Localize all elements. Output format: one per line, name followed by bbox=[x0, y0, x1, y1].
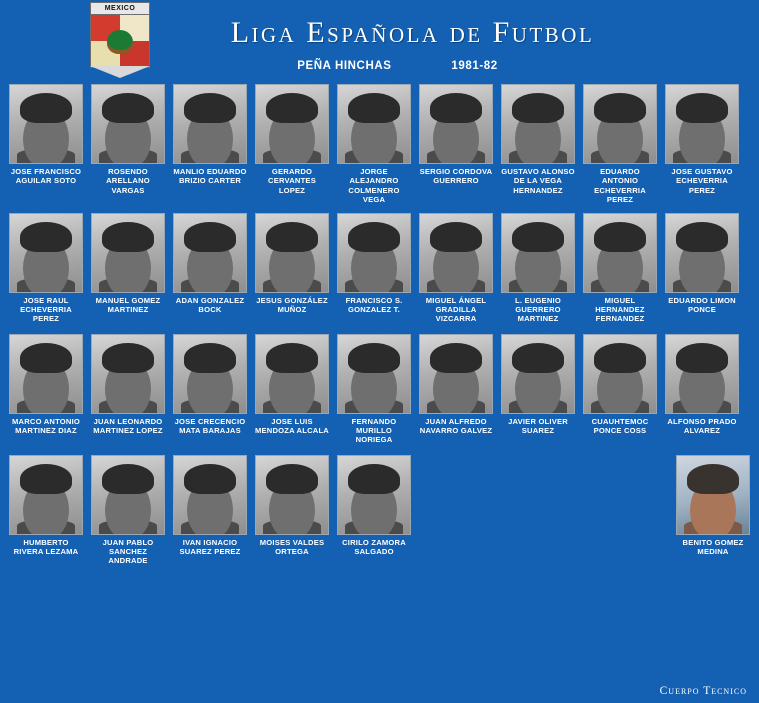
player-row bbox=[0, 455, 759, 568]
player-photo bbox=[337, 455, 411, 535]
player-name: CUAUHTEMOC PONCE COSS bbox=[591, 416, 649, 436]
player-photo bbox=[91, 334, 165, 414]
player-photo bbox=[91, 455, 165, 535]
staff-photo bbox=[676, 455, 750, 535]
staff-card bbox=[676, 455, 750, 568]
player-photo bbox=[665, 84, 739, 164]
player-photo bbox=[419, 213, 493, 293]
player-card bbox=[9, 84, 83, 205]
player-name: MOISES VALDES ORTEGA bbox=[259, 537, 325, 557]
player-photo bbox=[173, 455, 247, 535]
player-row bbox=[0, 334, 759, 447]
player-name: JESUS GONZÁLEZ MUÑOZ bbox=[256, 295, 328, 315]
staff-name: BENITO GOMEZ MEDINA bbox=[682, 537, 744, 557]
player-name: EDUARDO ANTONIO ECHEVERRIA PEREZ bbox=[594, 167, 646, 205]
player-name: MIGUEL HERNANDEZ FERNANDEZ bbox=[595, 295, 645, 324]
player-photo bbox=[501, 84, 575, 164]
player-name: JOSE FRANCISCO AGUILAR SOTO bbox=[10, 167, 82, 186]
player-card bbox=[665, 84, 739, 205]
player-photo bbox=[583, 213, 657, 293]
player-name: MANLIO EDUARDO BRIZIO CARTER bbox=[173, 167, 247, 186]
player-name: MANUEL GOMEZ MARTINEZ bbox=[95, 295, 161, 315]
poster-header bbox=[0, 0, 759, 86]
player-card bbox=[255, 334, 329, 447]
player-card bbox=[255, 84, 329, 205]
player-name: HUMBERTO RIVERA LEZAMA bbox=[13, 537, 79, 557]
player-photo bbox=[9, 455, 83, 535]
player-card bbox=[9, 455, 83, 568]
player-name: MIGUEL ÁNGEL GRADILLA VIZCARRA bbox=[425, 295, 487, 324]
player-name: JOSE GUSTAVO ECHEVERRIA PEREZ bbox=[671, 167, 733, 195]
player-card bbox=[419, 213, 493, 326]
player-card bbox=[9, 213, 83, 326]
player-name: ADAN GONZALEZ BOCK bbox=[175, 295, 245, 315]
player-card bbox=[173, 84, 247, 205]
player-photo bbox=[419, 84, 493, 164]
player-name: JOSE CRECENCIO MATA BARAJAS bbox=[174, 416, 246, 436]
player-name: JOSE RAUL ECHEVERRIA PEREZ bbox=[20, 295, 72, 324]
player-name: JUAN PABLO SANCHEZ ANDRADE bbox=[102, 537, 154, 566]
player-photo bbox=[337, 213, 411, 293]
player-photo bbox=[255, 455, 329, 535]
player-name: ALFONSO PRADO ALVAREZ bbox=[667, 416, 737, 436]
player-card bbox=[665, 334, 739, 447]
player-card bbox=[173, 213, 247, 326]
player-name: GERARDO CERVANTES LOPEZ bbox=[268, 167, 316, 195]
season-label: 1981-82 bbox=[451, 60, 498, 72]
player-card bbox=[583, 84, 657, 205]
player-name: JORGE ALEJANDRO COLMENERO VEGA bbox=[348, 167, 400, 205]
player-card bbox=[501, 213, 575, 326]
player-photo bbox=[9, 334, 83, 414]
team-name: PEÑA HINCHAS bbox=[297, 60, 392, 72]
player-photo bbox=[9, 213, 83, 293]
player-card bbox=[255, 455, 329, 568]
player-photo bbox=[255, 84, 329, 164]
player-card bbox=[91, 334, 165, 447]
player-photo bbox=[501, 334, 575, 414]
player-card bbox=[337, 84, 411, 205]
player-photo bbox=[173, 84, 247, 164]
player-name: JAVIER OLIVER SUAREZ bbox=[508, 416, 568, 436]
player-name: CIRILO ZAMORA SALGADO bbox=[342, 537, 406, 557]
player-name: FRANCISCO S. GONZALEZ T. bbox=[345, 295, 403, 315]
player-photo bbox=[419, 334, 493, 414]
player-card bbox=[419, 334, 493, 447]
player-photo bbox=[337, 84, 411, 164]
player-card bbox=[419, 84, 493, 205]
player-photo bbox=[173, 334, 247, 414]
player-photo bbox=[665, 213, 739, 293]
player-photo bbox=[583, 84, 657, 164]
player-name: JUAN LEONARDO MARTINEZ LOPEZ bbox=[93, 416, 163, 436]
player-card bbox=[173, 334, 247, 447]
player-photo bbox=[9, 84, 83, 164]
player-card bbox=[91, 84, 165, 205]
player-name: JUAN ALFREDO NAVARRO GALVEZ bbox=[419, 416, 493, 436]
player-row bbox=[0, 84, 759, 205]
player-photo bbox=[255, 213, 329, 293]
player-card bbox=[9, 334, 83, 447]
player-name: FERNANDO MURILLO NORIEGA bbox=[351, 416, 397, 445]
player-photo bbox=[91, 84, 165, 164]
player-card bbox=[583, 213, 657, 326]
player-card bbox=[91, 455, 165, 568]
player-card bbox=[337, 213, 411, 326]
player-photo bbox=[255, 334, 329, 414]
player-photo bbox=[665, 334, 739, 414]
player-row bbox=[0, 213, 759, 326]
player-card bbox=[337, 455, 411, 568]
player-name: L. EUGENIO GUERRERO MARTINEZ bbox=[515, 295, 561, 324]
player-name: ROSENDO ARELLANO VARGAS bbox=[106, 167, 150, 195]
player-name: IVAN IGNACIO SUAREZ PEREZ bbox=[179, 537, 241, 557]
player-card bbox=[91, 213, 165, 326]
subtitle bbox=[0, 60, 759, 72]
player-photo bbox=[583, 334, 657, 414]
player-photo bbox=[173, 213, 247, 293]
player-name: JOSE LUIS MENDOZA ALCALA bbox=[255, 416, 329, 436]
player-card bbox=[501, 84, 575, 205]
player-card bbox=[337, 334, 411, 447]
player-name: GUSTAVO ALONSO DE LA VEGA HERNANDEZ bbox=[501, 167, 575, 195]
player-name: EDUARDO LIMON PONCE bbox=[668, 295, 736, 315]
player-name: SERGIO CORDOVA GUERRERO bbox=[419, 167, 493, 186]
player-card bbox=[665, 213, 739, 326]
player-card bbox=[173, 455, 247, 568]
player-card bbox=[501, 334, 575, 447]
staff-section-label: Cuerpo Tecnico bbox=[659, 685, 747, 697]
crest-band-label: MEXICO bbox=[90, 2, 150, 15]
player-card bbox=[583, 334, 657, 447]
page-title: Liga Española de Futbol bbox=[230, 16, 595, 49]
player-card bbox=[255, 213, 329, 326]
player-photo bbox=[91, 213, 165, 293]
player-photo bbox=[337, 334, 411, 414]
player-name: MARCO ANTONIO MARTINEZ DIAZ bbox=[12, 416, 80, 436]
player-grid bbox=[0, 84, 759, 576]
player-photo bbox=[501, 213, 575, 293]
